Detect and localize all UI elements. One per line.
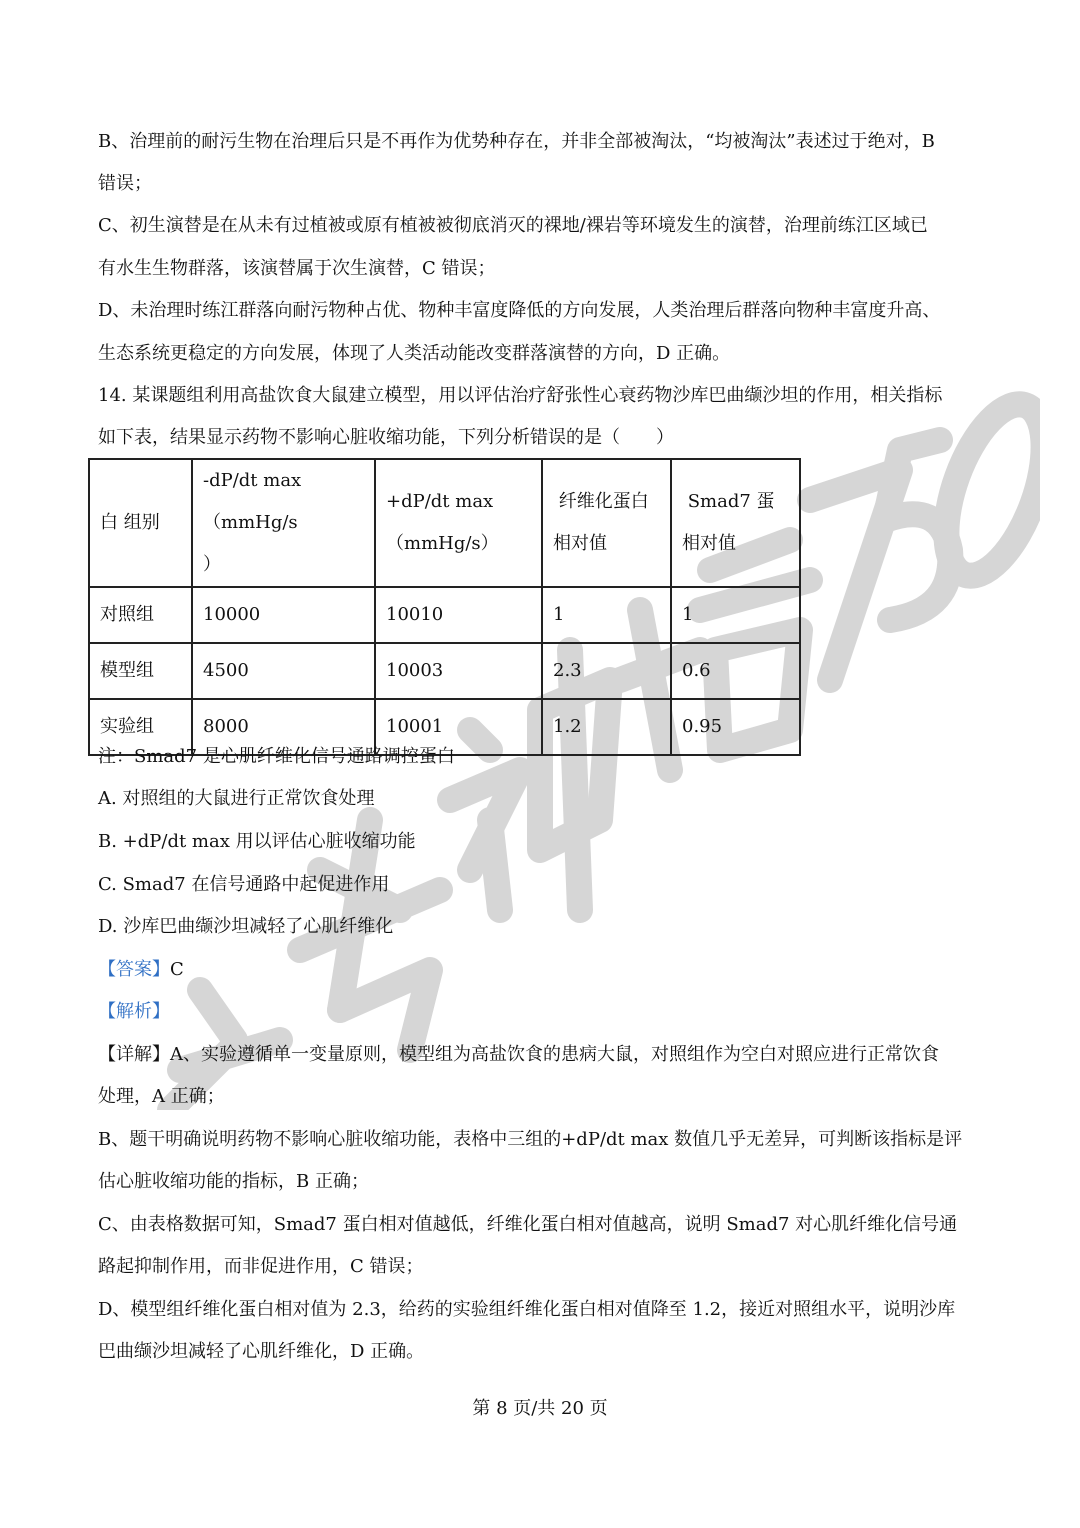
option-a: A. 对照组的大鼠进行正常饮食处理 bbox=[98, 788, 375, 809]
table-cell: 0.6 bbox=[671, 643, 800, 699]
detail-line: 巴曲缬沙坦减轻了心肌纤维化，D 正确。 bbox=[98, 1341, 425, 1362]
option-d: D. 沙库巴曲缬沙坦减轻了心肌纤维化 bbox=[98, 916, 394, 937]
paragraph-line: 有水生生物群落，该演替属于次生演替，C 错误； bbox=[98, 258, 496, 279]
question-stem: 如下表，结果显示药物不影响心脏收缩功能，下列分析错误的是（ ） bbox=[98, 427, 674, 448]
table-cell: 8000 bbox=[192, 699, 375, 755]
data-table bbox=[88, 458, 801, 756]
table-cell: 10000 bbox=[192, 587, 375, 643]
paragraph-line: C、初生演替是在从未有过植被或原有植被被彻底消灭的裸地/裸岩等环境发生的演替，治理前练江区域已 bbox=[98, 215, 928, 236]
table-cell: 0.95 bbox=[671, 699, 800, 755]
header-line: ） bbox=[203, 554, 221, 575]
table-note: 注：Smad7 是心肌纤维化信号通路调控蛋白 bbox=[98, 746, 455, 767]
answer-line bbox=[98, 957, 184, 983]
table-cell: 1 bbox=[671, 587, 800, 643]
paragraph-line: 生态系统更稳定的方向发展，体现了人类活动能改变群落演替的方向，D 正确。 bbox=[98, 343, 731, 364]
header-line: 白 组别 bbox=[100, 512, 160, 533]
table-cell: 对照组 bbox=[89, 587, 192, 643]
table-cell: 10003 bbox=[375, 643, 542, 699]
table-header-cell bbox=[192, 459, 375, 587]
table-cell: 4500 bbox=[192, 643, 375, 699]
header-line: 相对值 bbox=[553, 533, 607, 554]
table-cell: 1 bbox=[542, 587, 671, 643]
table-row bbox=[89, 587, 800, 643]
table-header-cell bbox=[375, 459, 542, 587]
paragraph-line: 错误； bbox=[98, 173, 152, 194]
paragraph-line: B、治理前的耐污生物在治理后只是不再作为优势种存在，并非全部被淘汰，“均被淘汰”表述过于绝对，B bbox=[98, 131, 935, 152]
table-cell: 10010 bbox=[375, 587, 542, 643]
detail-line: 【详解】A、实验遵循单一变量原则，模型组为高盐饮食的患病大鼠，对照组作为空白对照应进行正常饮食 bbox=[98, 1044, 939, 1065]
paragraph-line: D、未治理时练江群落向耐污物种占优、物种丰富度降低的方向发展，人类治理后群落向物种丰富度升高、 bbox=[98, 300, 941, 321]
detail-line: B、题干明确说明药物不影响心脏收缩功能，表格中三组的+dP/dt max 数值几乎无差异，可判断该指标是评 bbox=[98, 1129, 963, 1150]
detail-line: 处理，A 正确； bbox=[98, 1086, 225, 1107]
answer-label: 【答案】 bbox=[98, 959, 170, 980]
header-line: （mmHg/s） bbox=[386, 533, 499, 554]
table-cell: 10001 bbox=[375, 699, 542, 755]
page-number: 第 8 页/共 20 页 bbox=[472, 1398, 608, 1419]
table-cell: 模型组 bbox=[89, 643, 192, 699]
answer-value: C bbox=[170, 959, 184, 980]
header-line: +dP/dt max bbox=[386, 491, 494, 512]
table-cell: 2.3 bbox=[542, 643, 671, 699]
analysis-label: 【解析】 bbox=[98, 1001, 170, 1022]
table-header-row bbox=[89, 459, 800, 587]
table-header-cell bbox=[542, 459, 671, 587]
header-line: 纤维化蛋白 bbox=[553, 491, 649, 512]
table-row bbox=[89, 643, 800, 699]
header-line: Smad7 蛋 bbox=[682, 491, 775, 512]
table-header-cell bbox=[89, 459, 192, 587]
question-stem: 14. 某课题组利用高盐饮食大鼠建立模型，用以评估治疗舒张性心衰药物沙库巴曲缬沙坦的作用，相关指标 bbox=[98, 385, 943, 406]
detail-line: 估心脏收缩功能的指标，B 正确； bbox=[98, 1171, 369, 1192]
table-cell: 1.2 bbox=[542, 699, 671, 755]
option-c: C. Smad7 在信号通路中起促进作用 bbox=[98, 874, 390, 895]
header-line: -dP/dt max（mmHg/s bbox=[203, 470, 302, 533]
header-line: 相对值 bbox=[682, 533, 736, 554]
table-header-cell bbox=[671, 459, 800, 587]
option-b: B. +dP/dt max 用以评估心脏收缩功能 bbox=[98, 831, 416, 852]
detail-line: D、模型组纤维化蛋白相对值为 2.3，给药的实验组纤维化蛋白相对值降至 1.2，接近对照组水平，说明沙库 bbox=[98, 1299, 956, 1320]
detail-line: C、由表格数据可知，Smad7 蛋白相对值越低，纤维化蛋白相对值越高，说明 Smad7 对心肌纤维化信号通 bbox=[98, 1214, 958, 1235]
detail-line: 路起抑制作用，而非促进作用，C 错误； bbox=[98, 1256, 424, 1277]
table-cell: 实验组 bbox=[89, 699, 192, 755]
